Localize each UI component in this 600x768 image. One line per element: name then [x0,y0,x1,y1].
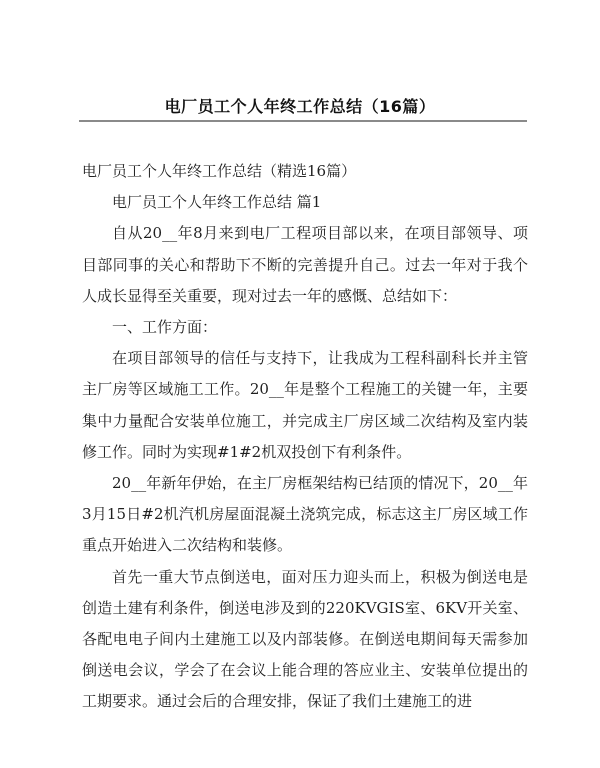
paragraph-heading: 一、工作方面： [112,318,218,337]
paragraph: 在项目部领导的信任与支持下，让我成为工程科副科长并主管主厂房等区域施工工作。20__年是整个工程施工的关键一年，主要集中力量配合安装单位施工，并完成主厂房区域二次结构及室内装修工作。同时为实现#1#2机双投创下有利条件。 [82,349,528,461]
paragraph: 20__年新年伊始，在主厂房框架结构已结顶的情况下，20__年3月15日#2机汽机房屋面混凝土浇筑完成，标志这主厂房区域工作重点开始进入二次结构和装修。 [82,474,528,555]
document-body [82,156,528,718]
paragraph: 自从20__年8月来到电厂工程项目部以来，在项目部领导、项目部同事的关心和帮助下不断的完善提升自己。过去一年对于我个人成长显得至关重要，现对过去一年的感慨、总结如下： [82,224,528,305]
document-title: 电厂员工个人年终工作总结（16篇） [164,97,436,116]
document-subtitle: 电厂员工个人年终工作总结（精选16篇） [82,162,357,180]
section-heading: 电厂员工个人年终工作总结 篇1 [112,193,322,212]
title-divider [79,120,527,122]
paragraph: 首先一重大节点倒送电，面对压力迎头而上，积极为倒送电是创造土建有利条件，倒送电涉及到的220KVGIS室、6KV开关室、各配电电子间内土建施工以及内部装修。在倒送电期间每天需参加倒送电会议，学会了在会议上能合理的答应业主、安装单位提出的工期要求。通过会后的合理安排，保证了我们土建施工的进 [82,567,528,711]
